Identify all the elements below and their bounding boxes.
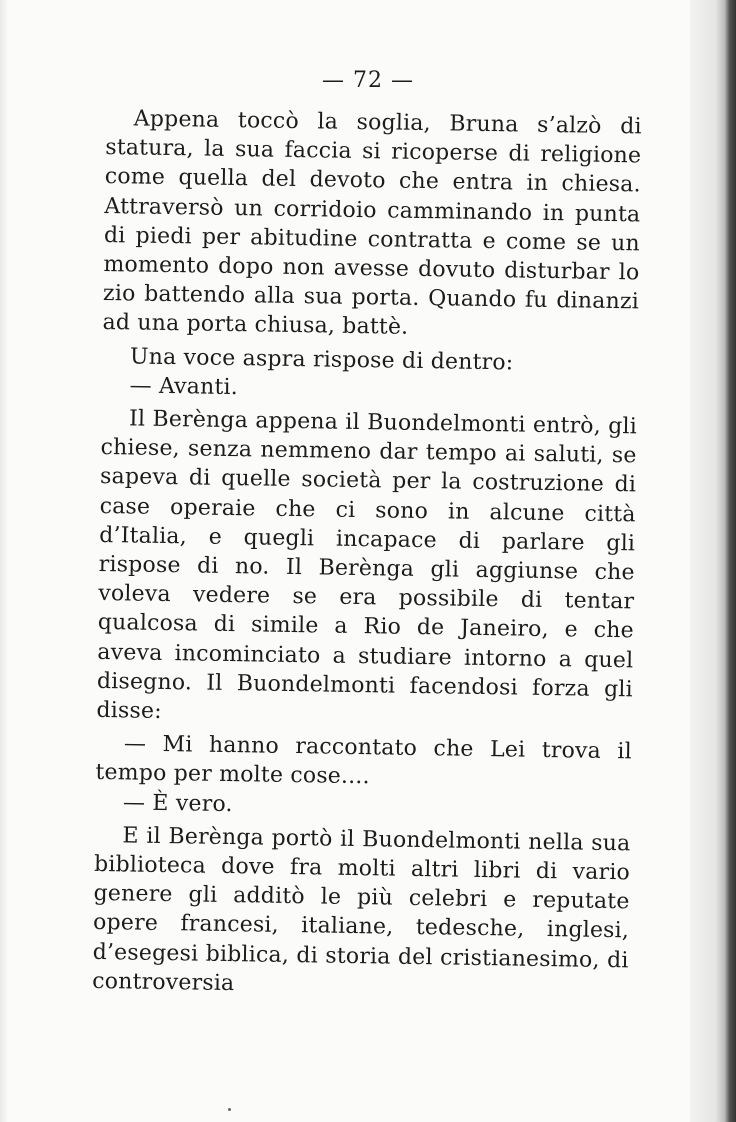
paragraph-berenga-asks: Il Berènga appena il Buondelmonti entrò, gli chiese, senza nemmeno dar tempo ai saluti, se sapeva di quelle società per la costruzione di case operaie che ci sono in alcune città d’Italia, e quegli incapace di parlare gli rispose di no. Il Berènga gli aggiunse che voleva vedere se era possibile di tentar qualcosa di simile a Rio de Janeiro, e che aveva incominciato a studiare intorno a quel disegno. Il Buondelmonti facendosi forza gli disse: [96,406,638,725]
page-left-edge [0,0,8,1122]
page-binding-edge [690,0,736,1122]
page-number: — 72 — [322,68,414,93]
paragraph-voice-answers: Una voce aspra rispose di dentro: [129,344,514,376]
paragraph-avanti: — Avanti. [129,373,239,400]
paragraph-dialogue-true: — È vero. [122,790,233,817]
ink-speck [228,1108,231,1111]
paragraph-dialogue-time: — Mi hanno raccontato che Lei trova il tempo per molte cose.... [95,731,633,790]
paragraph-bruna-enters: Appena toccò la soglia, Bruna s’alzò di statura, la sua faccia si ricoperse di religione come quella del devoto che entra in chiesa. Attraversò un corridoio camminando in punta di piedi per abitudine contratta e come se un momento dopo non avesse dovuto disturbar lo zio battendo alla sua porta. Quando fu dinanzi ad una porta chiusa, battè. [102,106,642,341]
body-text [92,104,642,1004]
paragraph-library: E il Berènga portò il Buondelmonti nella sua biblioteca dove fra molti altri libri di vario genere gli additò le più celebri e reputate opere francesi, italiane, tedesche, inglesi, d’esegesi biblica, di storia del cristianesimo, di controversia [92,823,631,997]
